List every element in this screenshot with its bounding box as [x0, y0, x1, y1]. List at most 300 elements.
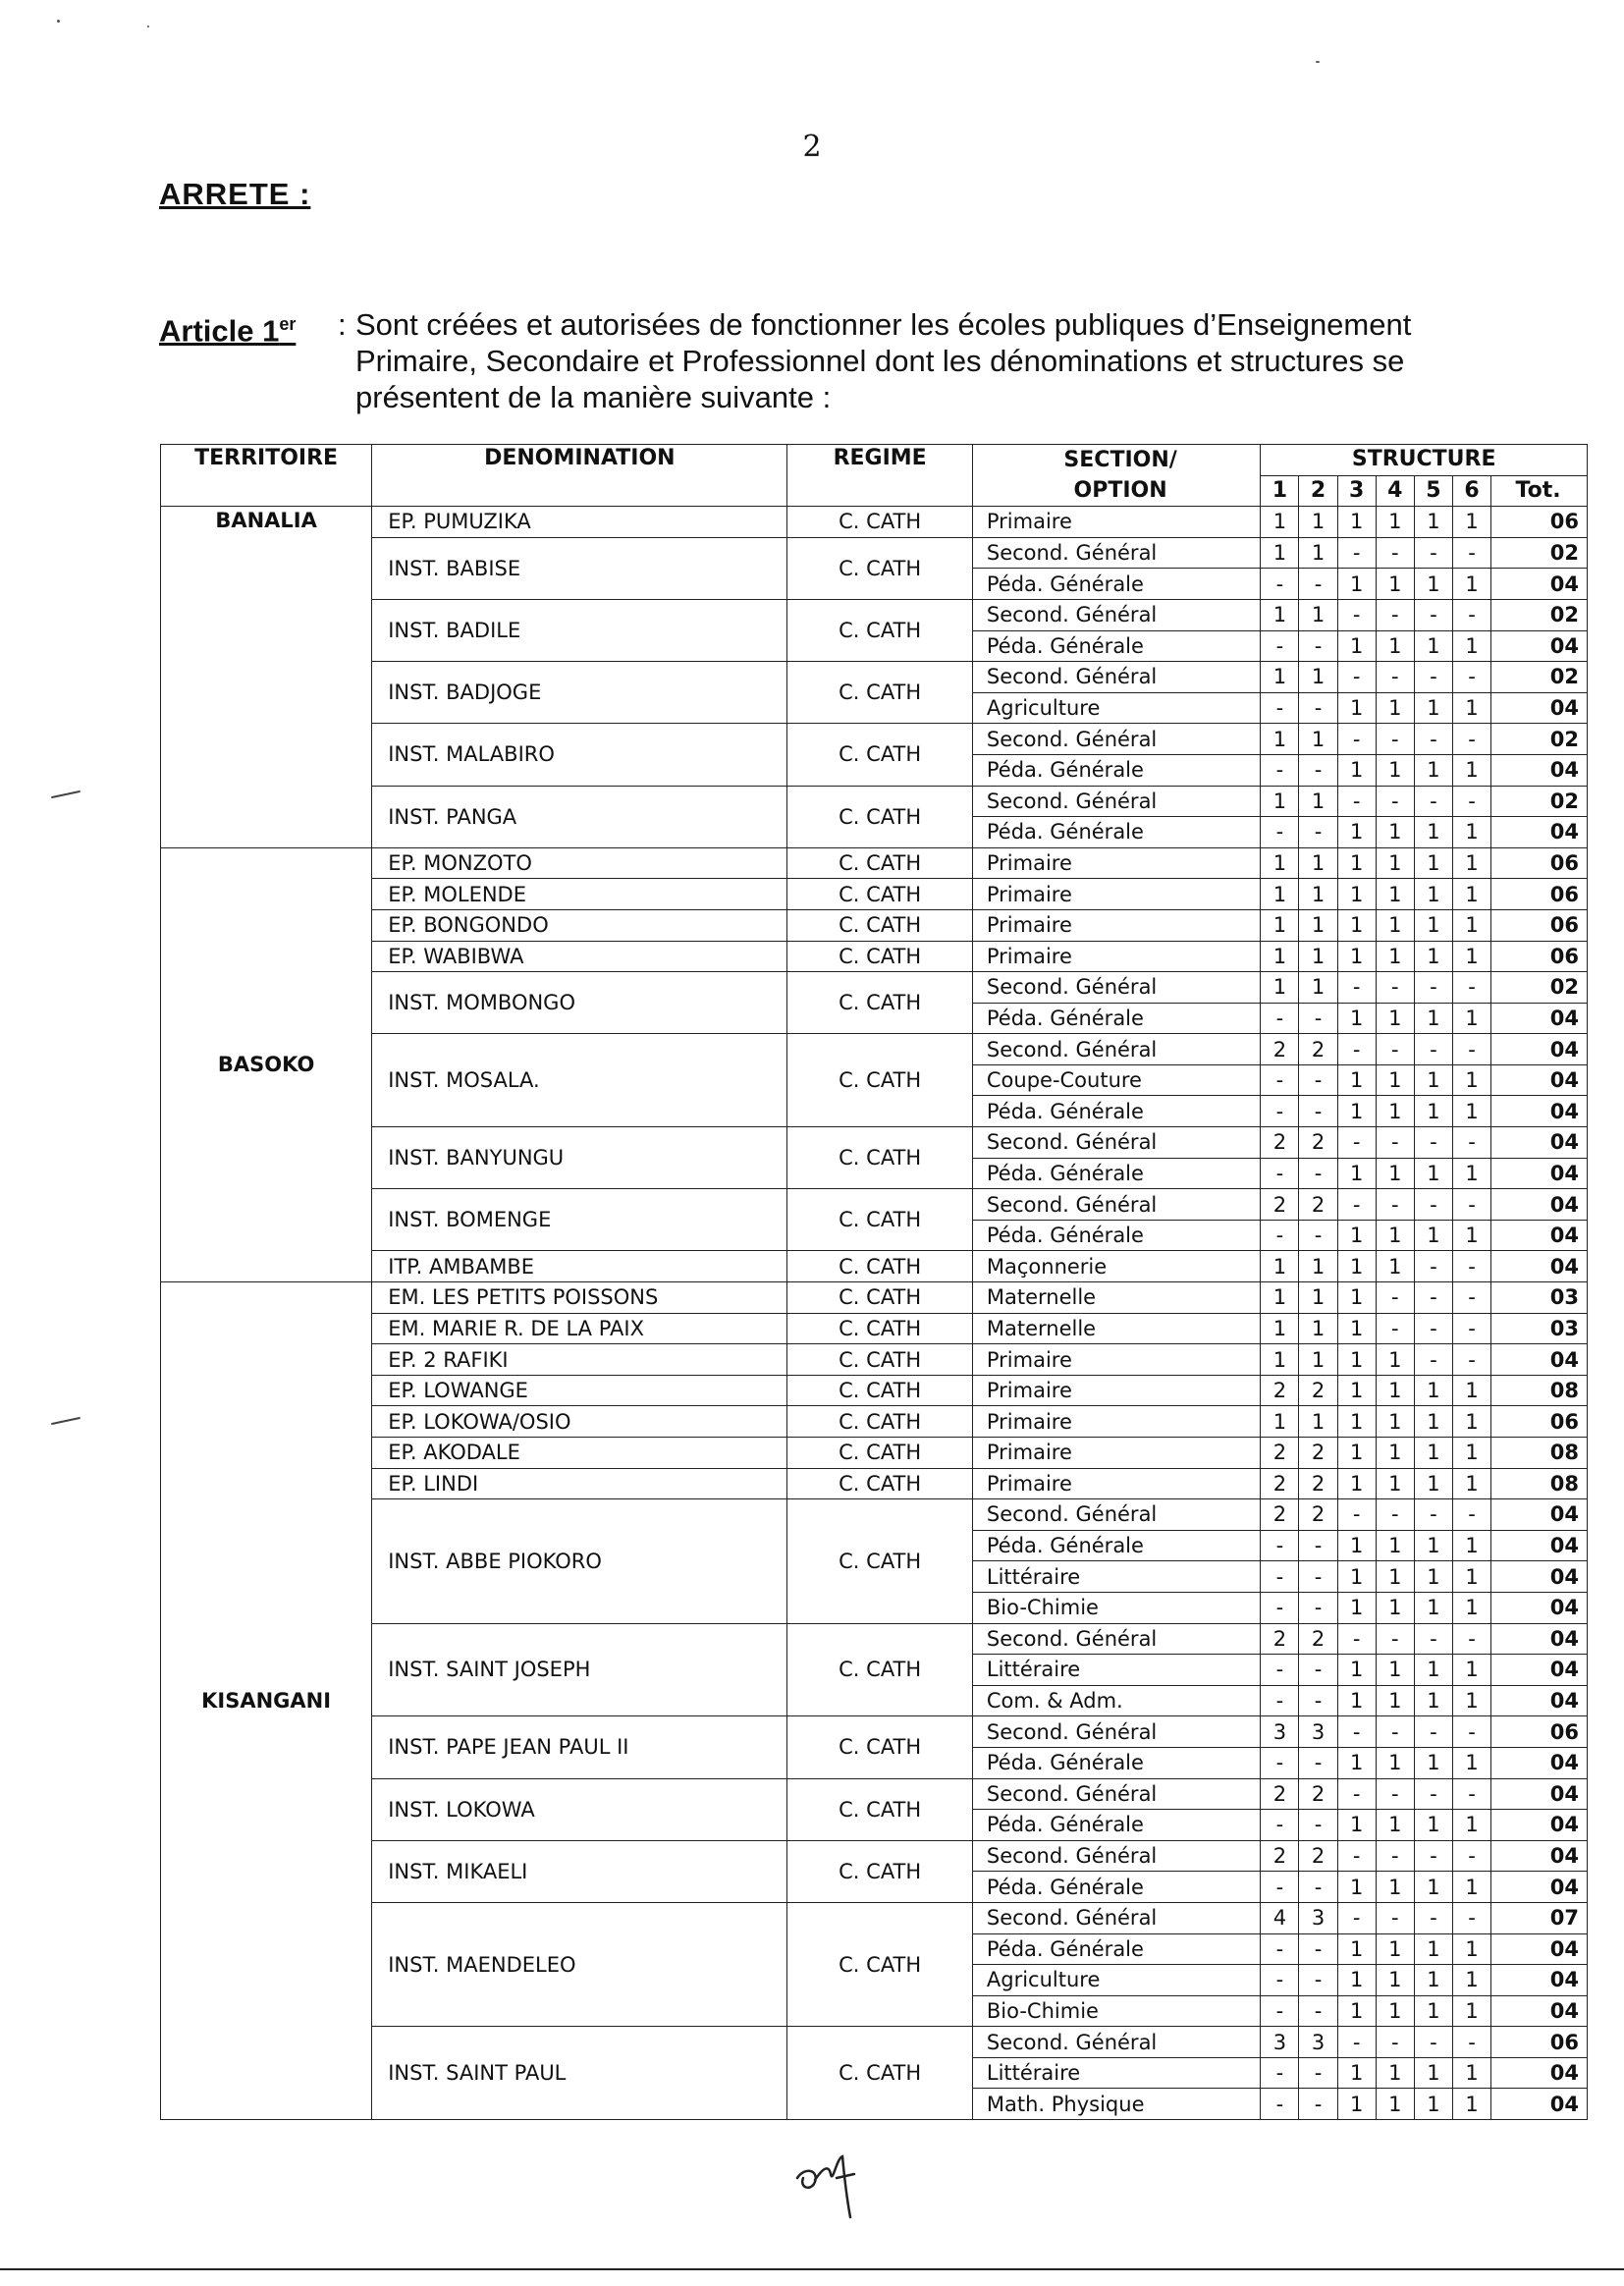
- structure-cell-4: 1: [1376, 847, 1414, 879]
- structure-cell-3: -: [1337, 1499, 1376, 1531]
- total-cell: 04: [1491, 1965, 1588, 1996]
- section-cell: Second. Général: [972, 1623, 1260, 1655]
- section-cell: Péda. Générale: [972, 1747, 1260, 1778]
- structure-cell-5: -: [1414, 972, 1452, 1004]
- section-cell: Agriculture: [972, 692, 1260, 724]
- article-label-sup: er: [279, 314, 297, 334]
- structure-cell-5: 1: [1414, 1158, 1452, 1189]
- total-cell: 04: [1491, 1685, 1588, 1716]
- regime-cell: C. CATH: [787, 972, 972, 1034]
- structure-cell-4: 1: [1376, 1003, 1414, 1034]
- section-cell: Péda. Générale: [972, 569, 1260, 600]
- structure-cell-5: 1: [1414, 1933, 1452, 1965]
- structure-cell-5: 1: [1414, 569, 1452, 600]
- section-cell: Primaire: [972, 1375, 1260, 1406]
- structure-cell-6: 1: [1452, 1220, 1490, 1251]
- structure-cell-3: 1: [1337, 1468, 1376, 1499]
- denomination-cell: EP. BONGONDO: [372, 909, 787, 941]
- structure-cell-6: 1: [1452, 1530, 1490, 1561]
- structure-cell-6: -: [1452, 1344, 1490, 1376]
- structure-cell-6: -: [1452, 537, 1490, 569]
- section-cell: Second. Général: [972, 1499, 1260, 1531]
- structure-cell-1: 1: [1261, 537, 1299, 569]
- total-cell: 04: [1491, 1344, 1588, 1376]
- denomination-cell: EM. MARIE R. DE LA PAIX: [372, 1313, 787, 1344]
- denomination-cell: INST. BADILE: [372, 599, 787, 661]
- structure-cell-5: -: [1414, 1034, 1452, 1065]
- section-cell: Second. Général: [972, 599, 1260, 630]
- structure-cell-4: -: [1376, 537, 1414, 569]
- structure-cell-3: 1: [1337, 1965, 1376, 1996]
- structure-cell-5: -: [1414, 1840, 1452, 1872]
- structure-cell-5: 1: [1414, 1592, 1452, 1623]
- structure-cell-4: -: [1376, 1127, 1414, 1159]
- structure-cell-4: 1: [1376, 1810, 1414, 1841]
- structure-cell-4: 1: [1376, 1933, 1414, 1965]
- structure-cell-5: 1: [1414, 817, 1452, 848]
- structure-cell-6: 1: [1452, 1810, 1490, 1841]
- section-cell: Péda. Générale: [972, 1530, 1260, 1561]
- bottom-rule: [0, 2268, 1624, 2270]
- structure-cell-5: 1: [1414, 754, 1452, 786]
- structure-cell-2: 2: [1299, 1127, 1337, 1159]
- structure-cell-3: 1: [1337, 569, 1376, 600]
- structure-cell-6: 1: [1452, 1158, 1490, 1189]
- structure-cell-1: -: [1261, 1561, 1299, 1593]
- total-cell: 08: [1491, 1438, 1588, 1469]
- structure-cell-5: -: [1414, 1127, 1452, 1159]
- structure-cell-5: -: [1414, 1902, 1452, 1933]
- structure-cell-3: -: [1337, 662, 1376, 693]
- total-cell: 04: [1491, 817, 1588, 848]
- structure-cell-6: 1: [1452, 1872, 1490, 1903]
- total-cell: 04: [1491, 1003, 1588, 1034]
- table-row: [161, 1623, 1588, 1655]
- structure-cell-6: 1: [1452, 847, 1490, 879]
- structure-cell-3: 1: [1337, 1685, 1376, 1716]
- structure-cell-5: 1: [1414, 1375, 1452, 1406]
- total-cell: 02: [1491, 662, 1588, 693]
- regime-cell: C. CATH: [787, 941, 972, 972]
- header-col-5: 5: [1414, 475, 1452, 507]
- section-cell: Second. Général: [972, 537, 1260, 569]
- denomination-cell: EP. LINDI: [372, 1468, 787, 1499]
- structure-cell-5: 1: [1414, 507, 1452, 538]
- structure-cell-2: 2: [1299, 1375, 1337, 1406]
- structure-cell-2: -: [1299, 1655, 1337, 1686]
- structure-cell-2: 1: [1299, 847, 1337, 879]
- schools-table: [160, 444, 1588, 2120]
- total-cell: 06: [1491, 941, 1588, 972]
- structure-cell-2: -: [1299, 1995, 1337, 2027]
- header-territoire: TERRITOIRE: [161, 445, 372, 507]
- structure-cell-2: 1: [1299, 507, 1337, 538]
- structure-cell-4: 1: [1376, 692, 1414, 724]
- structure-cell-1: -: [1261, 1872, 1299, 1903]
- structure-cell-2: -: [1299, 2089, 1337, 2120]
- structure-cell-2: 2: [1299, 1499, 1337, 1531]
- structure-cell-6: 1: [1452, 1655, 1490, 1686]
- structure-cell-3: 1: [1337, 692, 1376, 724]
- structure-cell-5: 1: [1414, 847, 1452, 879]
- structure-cell-6: 1: [1452, 1438, 1490, 1469]
- section-cell: Primaire: [972, 507, 1260, 538]
- structure-cell-4: 1: [1376, 1655, 1414, 1686]
- structure-cell-3: 1: [1337, 1220, 1376, 1251]
- structure-cell-2: 1: [1299, 1344, 1337, 1376]
- total-cell: 04: [1491, 569, 1588, 600]
- table-row: [161, 1840, 1588, 1872]
- section-cell: Péda. Générale: [972, 1158, 1260, 1189]
- denomination-cell: INST. MAENDELEO: [372, 1902, 787, 2026]
- total-cell: 04: [1491, 1872, 1588, 1903]
- total-cell: 06: [1491, 2027, 1588, 2058]
- denomination-cell: INST. ABBE PIOKORO: [372, 1499, 787, 1623]
- structure-cell-1: 2: [1261, 1499, 1299, 1531]
- regime-cell: C. CATH: [787, 599, 972, 661]
- structure-cell-4: 1: [1376, 1344, 1414, 1376]
- structure-cell-4: 1: [1376, 1747, 1414, 1778]
- structure-cell-3: -: [1337, 2027, 1376, 2058]
- structure-cell-5: 1: [1414, 1872, 1452, 1903]
- structure-cell-4: 1: [1376, 1995, 1414, 2027]
- structure-cell-1: -: [1261, 1064, 1299, 1096]
- table-row: [161, 1902, 1588, 1933]
- structure-cell-1: 1: [1261, 662, 1299, 693]
- section-cell: Coupe-Couture: [972, 1064, 1260, 1096]
- structure-cell-5: 1: [1414, 1530, 1452, 1561]
- total-cell: 04: [1491, 1251, 1588, 1282]
- structure-cell-3: 1: [1337, 1003, 1376, 1034]
- table-row: [161, 1716, 1588, 1748]
- structure-cell-5: -: [1414, 1251, 1452, 1282]
- structure-cell-6: -: [1452, 1716, 1490, 1748]
- structure-cell-3: 1: [1337, 1344, 1376, 1376]
- table-row: [161, 1313, 1588, 1344]
- structure-cell-2: -: [1299, 2057, 1337, 2089]
- structure-cell-2: 1: [1299, 537, 1337, 569]
- structure-cell-5: -: [1414, 662, 1452, 693]
- structure-cell-4: 1: [1376, 1064, 1414, 1096]
- structure-cell-1: 2: [1261, 1034, 1299, 1065]
- structure-cell-3: 1: [1337, 1872, 1376, 1903]
- structure-cell-6: 1: [1452, 1965, 1490, 1996]
- structure-cell-1: -: [1261, 1530, 1299, 1561]
- structure-cell-1: -: [1261, 1158, 1299, 1189]
- structure-cell-1: 1: [1261, 507, 1299, 538]
- binder-mark: [51, 1417, 81, 1425]
- structure-cell-4: 1: [1376, 507, 1414, 538]
- structure-cell-1: 2: [1261, 1840, 1299, 1872]
- regime-cell: C. CATH: [787, 1438, 972, 1469]
- regime-cell: C. CATH: [787, 909, 972, 941]
- table-row: [161, 724, 1588, 755]
- structure-cell-5: -: [1414, 1499, 1452, 1531]
- regime-cell: C. CATH: [787, 1127, 972, 1189]
- structure-cell-4: 1: [1376, 754, 1414, 786]
- denomination-cell: EP. MOLENDE: [372, 879, 787, 910]
- total-cell: 04: [1491, 1623, 1588, 1655]
- structure-cell-3: 1: [1337, 1810, 1376, 1841]
- structure-cell-3: 1: [1337, 1282, 1376, 1314]
- structure-cell-2: -: [1299, 1530, 1337, 1561]
- structure-cell-1: 1: [1261, 1251, 1299, 1282]
- structure-cell-5: 1: [1414, 1438, 1452, 1469]
- structure-cell-2: -: [1299, 630, 1337, 662]
- territory-cell: BASOKO: [161, 847, 372, 1281]
- section-cell: Péda. Générale: [972, 817, 1260, 848]
- section-cell: Littéraire: [972, 1655, 1260, 1686]
- table-row: [161, 1438, 1588, 1469]
- section-cell: Second. Général: [972, 1034, 1260, 1065]
- table-row: [161, 909, 1588, 941]
- section-cell: Second. Général: [972, 786, 1260, 817]
- structure-cell-4: -: [1376, 972, 1414, 1004]
- header-section: SECTION/: [972, 445, 1260, 476]
- structure-cell-6: 1: [1452, 1064, 1490, 1096]
- section-cell: Bio-Chimie: [972, 1995, 1260, 2027]
- total-cell: 06: [1491, 1716, 1588, 1748]
- structure-cell-4: -: [1376, 1778, 1414, 1810]
- structure-cell-3: 1: [1337, 1592, 1376, 1623]
- structure-cell-2: -: [1299, 1592, 1337, 1623]
- structure-cell-1: -: [1261, 1747, 1299, 1778]
- table-row: [161, 1127, 1588, 1159]
- table-row: [161, 941, 1588, 972]
- structure-cell-6: -: [1452, 1127, 1490, 1159]
- structure-cell-6: 1: [1452, 879, 1490, 910]
- regime-cell: C. CATH: [787, 786, 972, 847]
- header-col-total: Tot.: [1491, 475, 1588, 507]
- structure-cell-2: -: [1299, 1096, 1337, 1127]
- structure-cell-2: -: [1299, 1685, 1337, 1716]
- structure-cell-6: 1: [1452, 1406, 1490, 1438]
- structure-cell-4: 1: [1376, 1685, 1414, 1716]
- total-cell: 04: [1491, 1592, 1588, 1623]
- header-col-2: 2: [1299, 475, 1337, 507]
- structure-cell-2: 3: [1299, 1902, 1337, 1933]
- structure-cell-1: 2: [1261, 1623, 1299, 1655]
- regime-cell: C. CATH: [787, 1282, 972, 1314]
- structure-cell-4: -: [1376, 786, 1414, 817]
- article-paragraph: [159, 306, 1514, 415]
- structure-cell-6: -: [1452, 1313, 1490, 1344]
- denomination-cell: ITP. AMBAMBE: [372, 1251, 787, 1282]
- structure-cell-4: 1: [1376, 1965, 1414, 1996]
- regime-cell: C. CATH: [787, 2027, 972, 2120]
- table-row: [161, 599, 1588, 630]
- header-option: OPTION: [972, 475, 1260, 507]
- structure-cell-3: -: [1337, 1778, 1376, 1810]
- total-cell: 06: [1491, 847, 1588, 879]
- section-cell: Math. Physique: [972, 2089, 1260, 2120]
- denomination-cell: INST. MOSALA.: [372, 1034, 787, 1127]
- structure-cell-5: 1: [1414, 1064, 1452, 1096]
- total-cell: 07: [1491, 1902, 1588, 1933]
- structure-cell-1: -: [1261, 692, 1299, 724]
- structure-cell-5: 1: [1414, 1096, 1452, 1127]
- structure-cell-4: 1: [1376, 1438, 1414, 1469]
- structure-cell-3: 1: [1337, 507, 1376, 538]
- total-cell: 03: [1491, 1313, 1588, 1344]
- total-cell: 04: [1491, 1034, 1588, 1065]
- denomination-cell: INST. MOMBONGO: [372, 972, 787, 1034]
- structure-cell-1: 4: [1261, 1902, 1299, 1933]
- structure-cell-5: 1: [1414, 1965, 1452, 1996]
- total-cell: 04: [1491, 1747, 1588, 1778]
- total-cell: 04: [1491, 1561, 1588, 1593]
- structure-cell-6: 1: [1452, 1003, 1490, 1034]
- structure-cell-4: 1: [1376, 817, 1414, 848]
- structure-cell-1: 2: [1261, 1438, 1299, 1469]
- table-row: [161, 1344, 1588, 1376]
- structure-cell-4: -: [1376, 1313, 1414, 1344]
- structure-cell-1: -: [1261, 1933, 1299, 1965]
- total-cell: 04: [1491, 630, 1588, 662]
- structure-cell-4: 1: [1376, 879, 1414, 910]
- structure-cell-3: 1: [1337, 1096, 1376, 1127]
- structure-cell-6: -: [1452, 662, 1490, 693]
- structure-cell-2: 1: [1299, 1406, 1337, 1438]
- structure-cell-3: 1: [1337, 847, 1376, 879]
- total-cell: 08: [1491, 1468, 1588, 1499]
- structure-cell-1: 1: [1261, 972, 1299, 1004]
- denomination-cell: EP. LOKOWA/OSIO: [372, 1406, 787, 1438]
- structure-cell-1: -: [1261, 630, 1299, 662]
- total-cell: 04: [1491, 1995, 1588, 2027]
- structure-cell-4: 1: [1376, 1251, 1414, 1282]
- structure-cell-6: 1: [1452, 507, 1490, 538]
- regime-cell: C. CATH: [787, 507, 972, 538]
- structure-cell-1: -: [1261, 817, 1299, 848]
- territory-cell: BANALIA: [161, 507, 372, 848]
- structure-cell-5: 1: [1414, 1220, 1452, 1251]
- denomination-cell: INST. SAINT PAUL: [372, 2027, 787, 2120]
- structure-cell-3: -: [1337, 537, 1376, 569]
- structure-cell-3: 1: [1337, 817, 1376, 848]
- structure-cell-4: -: [1376, 1623, 1414, 1655]
- structure-cell-4: -: [1376, 1716, 1414, 1748]
- structure-cell-6: 1: [1452, 1995, 1490, 2027]
- structure-cell-3: 1: [1337, 909, 1376, 941]
- structure-cell-5: 1: [1414, 1003, 1452, 1034]
- table-row: [161, 662, 1588, 693]
- structure-cell-6: 1: [1452, 2089, 1490, 2120]
- total-cell: 08: [1491, 1375, 1588, 1406]
- total-cell: 04: [1491, 1530, 1588, 1561]
- section-cell: Littéraire: [972, 2057, 1260, 2089]
- regime-cell: C. CATH: [787, 724, 972, 786]
- structure-cell-2: 1: [1299, 1251, 1337, 1282]
- structure-cell-4: -: [1376, 1189, 1414, 1221]
- structure-cell-2: 2: [1299, 1438, 1337, 1469]
- structure-cell-5: 1: [1414, 909, 1452, 941]
- structure-cell-1: 2: [1261, 1468, 1299, 1499]
- structure-cell-1: -: [1261, 1965, 1299, 1996]
- structure-cell-6: 1: [1452, 817, 1490, 848]
- section-cell: Bio-Chimie: [972, 1592, 1260, 1623]
- structure-cell-2: -: [1299, 1064, 1337, 1096]
- structure-cell-4: 1: [1376, 909, 1414, 941]
- structure-cell-6: 1: [1452, 909, 1490, 941]
- regime-cell: C. CATH: [787, 1840, 972, 1902]
- structure-cell-2: -: [1299, 1810, 1337, 1841]
- denomination-cell: EP. PUMUZIKA: [372, 507, 787, 538]
- structure-cell-4: -: [1376, 2027, 1414, 2058]
- structure-cell-2: -: [1299, 1965, 1337, 1996]
- structure-cell-6: 1: [1452, 1685, 1490, 1716]
- total-cell: 06: [1491, 909, 1588, 941]
- structure-cell-3: -: [1337, 1902, 1376, 1933]
- table-body: [161, 507, 1588, 2120]
- structure-cell-3: 1: [1337, 1251, 1376, 1282]
- structure-cell-6: 1: [1452, 1747, 1490, 1778]
- denomination-cell: INST. LOKOWA: [372, 1778, 787, 1840]
- section-cell: Second. Général: [972, 1189, 1260, 1221]
- table-row: [161, 1406, 1588, 1438]
- total-cell: 04: [1491, 1840, 1588, 1872]
- total-cell: 03: [1491, 1282, 1588, 1314]
- regime-cell: C. CATH: [787, 1468, 972, 1499]
- regime-cell: C. CATH: [787, 1251, 972, 1282]
- structure-cell-6: -: [1452, 1840, 1490, 1872]
- regime-cell: C. CATH: [787, 847, 972, 879]
- structure-cell-1: 2: [1261, 1189, 1299, 1221]
- total-cell: 04: [1491, 1127, 1588, 1159]
- structure-cell-5: -: [1414, 1716, 1452, 1748]
- regime-cell: C. CATH: [787, 1778, 972, 1840]
- section-cell: Primaire: [972, 941, 1260, 972]
- structure-cell-1: -: [1261, 1096, 1299, 1127]
- total-cell: 04: [1491, 1810, 1588, 1841]
- section-cell: Littéraire: [972, 1561, 1260, 1593]
- structure-cell-2: -: [1299, 1561, 1337, 1593]
- structure-cell-5: -: [1414, 1344, 1452, 1376]
- denomination-cell: EM. LES PETITS POISSONS: [372, 1282, 787, 1314]
- structure-cell-5: 1: [1414, 2089, 1452, 2120]
- structure-cell-1: 1: [1261, 879, 1299, 910]
- structure-cell-5: 1: [1414, 630, 1452, 662]
- total-cell: 04: [1491, 1096, 1588, 1127]
- denomination-cell: EP. WABIBWA: [372, 941, 787, 972]
- article-label: [159, 306, 296, 349]
- denomination-cell: INST. PAPE JEAN PAUL II: [372, 1716, 787, 1778]
- regime-cell: C. CATH: [787, 1313, 972, 1344]
- structure-cell-1: 3: [1261, 1716, 1299, 1748]
- regime-cell: C. CATH: [787, 1406, 972, 1438]
- article-text: Sont créées et autorisées de fonctionner les écoles publiques d’Enseignement Primaire, Secondaire et Professionnel dont les dénominations et structures se présentent de la manière suivante :: [355, 307, 1412, 414]
- regime-cell: C. CATH: [787, 537, 972, 599]
- structure-cell-6: 1: [1452, 1592, 1490, 1623]
- structure-cell-3: -: [1337, 1840, 1376, 1872]
- total-cell: 04: [1491, 754, 1588, 786]
- section-cell: Primaire: [972, 879, 1260, 910]
- structure-cell-6: 1: [1452, 569, 1490, 600]
- structure-cell-2: -: [1299, 1158, 1337, 1189]
- structure-cell-6: -: [1452, 1251, 1490, 1282]
- regime-cell: C. CATH: [787, 1499, 972, 1623]
- structure-cell-4: 1: [1376, 1220, 1414, 1251]
- structure-cell-5: 1: [1414, 1468, 1452, 1499]
- structure-cell-1: 1: [1261, 941, 1299, 972]
- structure-cell-3: 1: [1337, 754, 1376, 786]
- table-row: [161, 1375, 1588, 1406]
- structure-cell-6: -: [1452, 724, 1490, 755]
- regime-cell: C. CATH: [787, 1623, 972, 1716]
- scan-speck: [1316, 61, 1320, 63]
- structure-cell-5: 1: [1414, 1406, 1452, 1438]
- table-row: [161, 1189, 1588, 1221]
